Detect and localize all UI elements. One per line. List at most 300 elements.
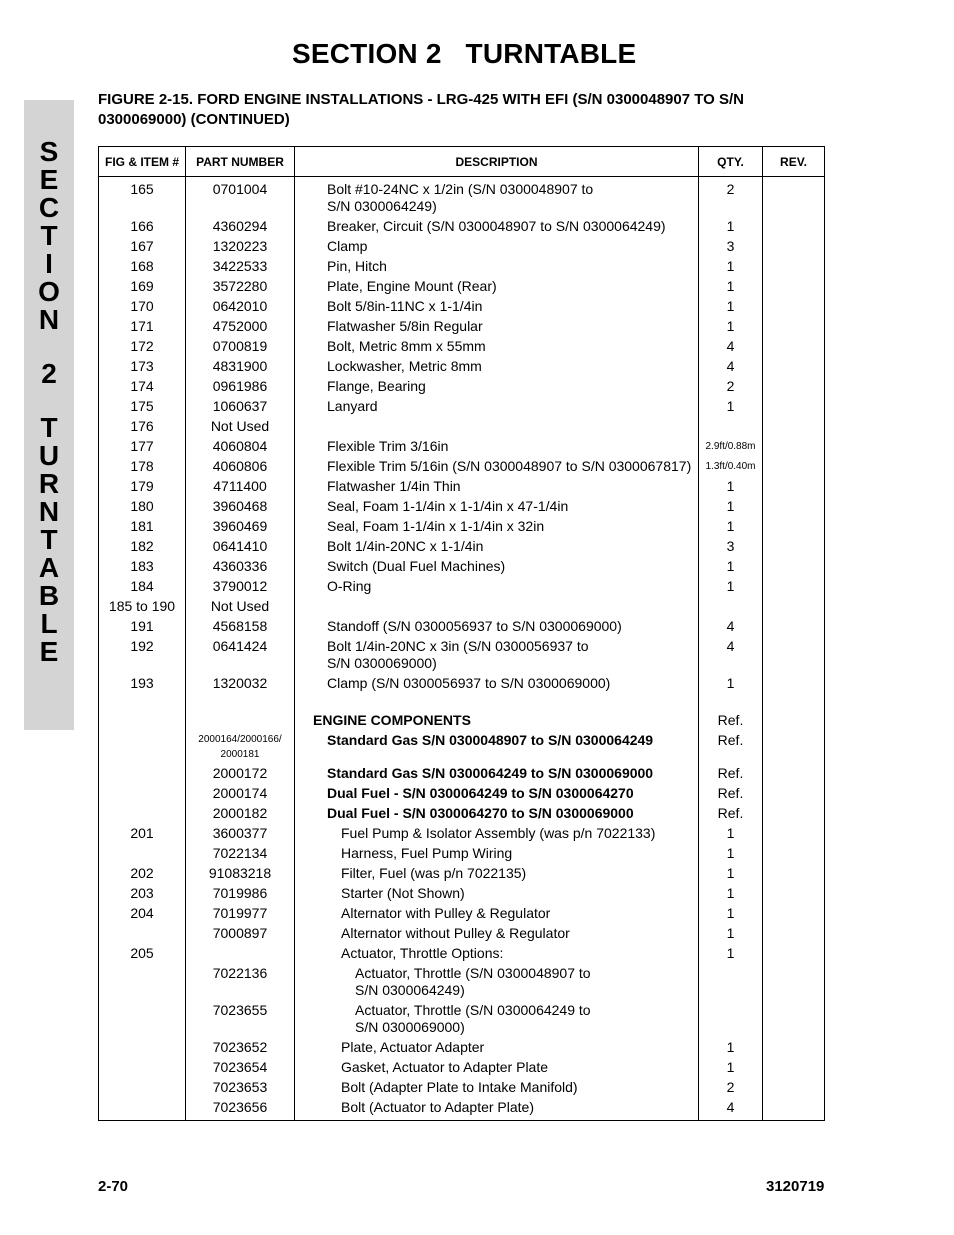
part-number-text: 3790012: [212, 578, 268, 594]
description-text-line2: S/N 0300069000): [327, 655, 437, 671]
section-title: SECTION 2 TURNTABLE: [292, 38, 637, 69]
cell-item: [99, 1037, 186, 1057]
cell-part-number: [186, 276, 295, 296]
cell-description: [295, 236, 699, 256]
cell-part-number: [186, 536, 295, 556]
cell-qty: 1: [699, 476, 763, 496]
cell-item: 203: [99, 883, 186, 903]
part-number-text: 4568158: [212, 618, 268, 634]
cell-part-number: [186, 456, 295, 476]
cell-qty: 1: [699, 863, 763, 883]
table-row: [99, 763, 825, 783]
cell-qty: 3: [699, 236, 763, 256]
parts-table-body: [99, 177, 825, 1121]
cell-part-number: [186, 673, 295, 693]
cell-description: [295, 673, 699, 693]
cell-qty: 1: [699, 943, 763, 963]
cell-qty: 1: [699, 396, 763, 416]
cell-description: [295, 296, 699, 316]
cell-rev: [763, 256, 825, 276]
cell-rev: [763, 316, 825, 336]
table-row: [99, 296, 825, 316]
part-number-text: 3960469: [212, 518, 268, 534]
cell-rev: [763, 636, 825, 673]
cell-qty: 1: [699, 576, 763, 596]
part-number-text-line2: 2000181: [220, 749, 260, 760]
side-tab-letter: C: [38, 192, 60, 223]
cell-qty: 1: [699, 903, 763, 923]
cell-qty: 1.3ft/0.40m: [699, 456, 763, 476]
cell-part-number: [186, 1037, 295, 1057]
part-number-text: 3572280: [212, 278, 268, 294]
table-row: [99, 1077, 825, 1097]
table-row: [99, 673, 825, 693]
header-fig-item: FIG & ITEM #: [99, 147, 186, 177]
cell-item: [99, 963, 186, 1000]
part-number-text: 2000174: [212, 785, 268, 801]
table-row: [99, 396, 825, 416]
part-number-text: 4060806: [212, 458, 268, 474]
side-tab-letter: O: [38, 276, 60, 307]
cell-rev: [763, 336, 825, 356]
cell-rev: [763, 783, 825, 803]
cell-part-number: [186, 556, 295, 576]
cell-description: [295, 216, 699, 236]
cell-qty: 4: [699, 336, 763, 356]
part-number-text: 3422533: [212, 258, 268, 274]
description-text: O-Ring: [327, 578, 372, 594]
description-text: Bolt 1/4in-20NC x 1-1/4in: [327, 538, 484, 554]
cell-qty: Ref.: [699, 783, 763, 803]
spacer-cell: [699, 693, 763, 710]
table-row: [99, 730, 825, 763]
description-text: Bolt 5/8in-11NC x 1-1/4in: [327, 298, 483, 314]
description-text: Dual Fuel - S/N 0300064270 to S/N 0300069000: [327, 805, 634, 821]
table-row: [99, 963, 825, 1000]
cell-rev: [763, 710, 825, 730]
table-row: [99, 216, 825, 236]
part-number-text: 7023653: [212, 1079, 268, 1095]
cell-part-number: [186, 843, 295, 863]
cell-description: [295, 456, 699, 476]
table-row: [99, 823, 825, 843]
part-number-text: Not Used: [210, 418, 270, 434]
side-tab-letter: E: [39, 636, 59, 667]
part-number-text: 0700819: [212, 338, 268, 354]
side-tab-letter: R: [38, 468, 60, 499]
cell-qty: 1: [699, 296, 763, 316]
cell-item: [99, 843, 186, 863]
part-number-text: 4831900: [212, 358, 268, 374]
cell-part-number: [186, 516, 295, 536]
cell-description: [295, 576, 699, 596]
part-number-text: 7023652: [212, 1039, 268, 1055]
cell-rev: [763, 576, 825, 596]
cell-item: 185 to 190: [99, 596, 186, 616]
cell-description: [295, 1037, 699, 1057]
cell-rev: [763, 863, 825, 883]
side-tab-letter: I: [45, 248, 53, 279]
cell-part-number: [186, 763, 295, 783]
cell-rev: [763, 1037, 825, 1057]
description-text: Clamp (S/N 0300056937 to S/N 0300069000): [327, 675, 611, 691]
side-tab-letter: N: [38, 304, 60, 335]
description-text: Actuator, Throttle (S/N 0300048907 to: [355, 965, 591, 981]
cell-item: 184: [99, 576, 186, 596]
cell-item: [99, 730, 186, 763]
description-text: Lanyard: [327, 398, 378, 414]
cell-description: [295, 803, 699, 823]
cell-item: 180: [99, 496, 186, 516]
cell-description: [295, 177, 699, 217]
cell-item: 179: [99, 476, 186, 496]
description-text: Filter, Fuel (was p/n 7022135): [341, 865, 527, 881]
cell-description: [295, 903, 699, 923]
cell-part-number: [186, 476, 295, 496]
cell-rev: [763, 596, 825, 616]
cell-rev: [763, 803, 825, 823]
cell-item: 192: [99, 636, 186, 673]
description-text: Flange, Bearing: [327, 378, 426, 394]
cell-description: [295, 963, 699, 1000]
cell-description: [295, 536, 699, 556]
cell-item: [99, 1000, 186, 1037]
cell-description: [295, 336, 699, 356]
cell-qty: [699, 416, 763, 436]
cell-part-number: [186, 356, 295, 376]
table-row: [99, 456, 825, 476]
cell-part-number: [186, 576, 295, 596]
table-row: [99, 556, 825, 576]
cell-description: [295, 416, 699, 436]
table-row: [99, 536, 825, 556]
cell-part-number: [186, 903, 295, 923]
part-number-text: 1320223: [212, 238, 268, 254]
table-row: [99, 1037, 825, 1057]
cell-qty: 1: [699, 276, 763, 296]
cell-item: 171: [99, 316, 186, 336]
cell-qty: 1: [699, 556, 763, 576]
cell-description: [295, 616, 699, 636]
cell-item: 166: [99, 216, 186, 236]
cell-qty: 1: [699, 256, 763, 276]
table-row: [99, 710, 825, 730]
table-row: [99, 276, 825, 296]
cell-qty: 2: [699, 376, 763, 396]
table-row: [99, 693, 825, 710]
cell-description: [295, 1097, 699, 1121]
part-number-text: 4060804: [212, 438, 268, 454]
cell-qty: 1: [699, 216, 763, 236]
cell-description: [295, 556, 699, 576]
cell-description: [295, 1077, 699, 1097]
cell-qty: Ref.: [699, 763, 763, 783]
cell-part-number: [186, 596, 295, 616]
description-text: Plate, Actuator Adapter: [341, 1039, 485, 1055]
cell-description: [295, 1057, 699, 1077]
part-number-text: 3960468: [212, 498, 268, 514]
description-text: Bolt (Actuator to Adapter Plate): [341, 1099, 534, 1115]
table-row: [99, 1097, 825, 1121]
part-number-text: 7023655: [212, 1002, 268, 1018]
table-row: [99, 496, 825, 516]
cell-rev: [763, 356, 825, 376]
side-tab-letter: L: [40, 608, 58, 639]
cell-qty: 1: [699, 1037, 763, 1057]
part-number-text: 0961986: [212, 378, 268, 394]
cell-item: 170: [99, 296, 186, 316]
cell-description: [295, 763, 699, 783]
side-tab-letter: 2: [41, 358, 57, 389]
cell-rev: [763, 376, 825, 396]
cell-item: 205: [99, 943, 186, 963]
cell-qty: 1: [699, 923, 763, 943]
table-row: [99, 416, 825, 436]
cell-item: [99, 923, 186, 943]
part-number-text: 0701004: [212, 181, 268, 197]
cell-item: 175: [99, 396, 186, 416]
cell-description: [295, 823, 699, 843]
cell-qty: 2.9ft/0.88m: [699, 436, 763, 456]
cell-description: [295, 596, 699, 616]
cell-item: 178: [99, 456, 186, 476]
cell-part-number: [186, 496, 295, 516]
cell-part-number: [186, 943, 295, 963]
cell-rev: [763, 673, 825, 693]
cell-rev: [763, 396, 825, 416]
cell-item: 181: [99, 516, 186, 536]
cell-item: [99, 1077, 186, 1097]
cell-part-number: [186, 963, 295, 1000]
cell-rev: [763, 177, 825, 217]
description-text-line2: S/N 0300069000): [355, 1019, 465, 1035]
part-number-text: 7022134: [212, 845, 268, 861]
cell-part-number: [186, 1057, 295, 1077]
cell-part-number: [186, 616, 295, 636]
cell-qty: Ref.: [699, 803, 763, 823]
cell-qty: 1: [699, 516, 763, 536]
cell-part-number: [186, 216, 295, 236]
table-row: [99, 923, 825, 943]
cell-part-number: [186, 636, 295, 673]
description-text: Plate, Engine Mount (Rear): [327, 278, 497, 294]
part-number-text: 2000164/2000166/: [198, 734, 282, 745]
cell-rev: [763, 276, 825, 296]
cell-rev: [763, 1097, 825, 1121]
part-number-text: Not Used: [210, 598, 270, 614]
description-text: Starter (Not Shown): [341, 885, 465, 901]
cell-item: [99, 803, 186, 823]
side-tab-letter: T: [40, 524, 58, 555]
cell-description: [295, 710, 699, 730]
cell-part-number: [186, 296, 295, 316]
cell-description: [295, 256, 699, 276]
cell-rev: [763, 823, 825, 843]
cell-qty: [699, 596, 763, 616]
cell-part-number: [186, 336, 295, 356]
cell-qty: [699, 1000, 763, 1037]
cell-description: [295, 923, 699, 943]
cell-item: 176: [99, 416, 186, 436]
cell-description: [295, 356, 699, 376]
cell-qty: 2: [699, 1077, 763, 1097]
cell-rev: [763, 1057, 825, 1077]
part-number-text: 1060637: [212, 398, 268, 414]
description-text: Breaker, Circuit (S/N 0300048907 to S/N 0300064249): [327, 218, 666, 234]
cell-item: 202: [99, 863, 186, 883]
page-number: 2-70: [98, 1178, 129, 1195]
table-row: [99, 1057, 825, 1077]
table-row: [99, 943, 825, 963]
side-tab-letter: E: [39, 164, 59, 195]
part-number-text: 1320032: [212, 675, 268, 691]
description-text: Actuator, Throttle Options:: [341, 945, 504, 961]
cell-qty: 4: [699, 636, 763, 673]
cell-rev: [763, 536, 825, 556]
header-rev: REV.: [763, 147, 825, 177]
part-number-text: 4360336: [212, 558, 268, 574]
cell-part-number: [186, 316, 295, 336]
cell-qty: 1: [699, 316, 763, 336]
cell-qty: 2: [699, 177, 763, 217]
document-number: 3120719: [766, 1178, 825, 1195]
cell-qty: 1: [699, 883, 763, 903]
side-tab-letter: T: [40, 412, 58, 443]
cell-rev: [763, 436, 825, 456]
part-number-text: 7023656: [212, 1099, 268, 1115]
description-text: Gasket, Actuator to Adapter Plate: [341, 1059, 549, 1075]
description-text: Alternator without Pulley & Regulator: [341, 925, 570, 941]
cell-rev: [763, 496, 825, 516]
description-text: Standoff (S/N 0300056937 to S/N 0300069000): [327, 618, 622, 634]
cell-description: [295, 276, 699, 296]
cell-rev: [763, 903, 825, 923]
description-text: Dual Fuel - S/N 0300064249 to S/N 0300064270: [327, 785, 634, 801]
cell-rev: [763, 883, 825, 903]
cell-qty: 4: [699, 616, 763, 636]
cell-qty: Ref.: [699, 710, 763, 730]
cell-description: [295, 783, 699, 803]
cell-item: 183: [99, 556, 186, 576]
description-text: Bolt #10-24NC x 1/2in (S/N 0300048907 to: [327, 181, 594, 197]
part-number-text: 0642010: [212, 298, 268, 314]
table-row: [99, 336, 825, 356]
description-text: Flatwasher 5/8in Regular: [327, 318, 483, 334]
cell-qty: 4: [699, 1097, 763, 1121]
description-text-line2: S/N 0300064249): [355, 982, 465, 998]
cell-qty: 4: [699, 356, 763, 376]
table-row: [99, 596, 825, 616]
cell-rev: [763, 216, 825, 236]
side-tab-letter: N: [38, 496, 60, 527]
cell-item: 173: [99, 356, 186, 376]
table-row: [99, 516, 825, 536]
description-text: Fuel Pump & Isolator Assembly (was p/n 7022133): [341, 825, 656, 841]
cell-qty: Ref.: [699, 730, 763, 763]
description-text: Pin, Hitch: [327, 258, 387, 274]
table-row: [99, 616, 825, 636]
cell-part-number: [186, 1000, 295, 1037]
table-row: [99, 903, 825, 923]
cell-qty: 3: [699, 536, 763, 556]
cell-rev: [763, 943, 825, 963]
header-part-number: PART NUMBER: [186, 147, 295, 177]
cell-part-number: [186, 436, 295, 456]
cell-description: [295, 516, 699, 536]
cell-item: [99, 710, 186, 730]
cell-part-number: [186, 783, 295, 803]
cell-part-number: [186, 376, 295, 396]
cell-qty: [699, 963, 763, 1000]
description-text-line2: S/N 0300064249): [327, 198, 437, 214]
header-description: DESCRIPTION: [295, 147, 699, 177]
table-row: [99, 636, 825, 673]
cell-part-number: [186, 1097, 295, 1121]
cell-qty: 1: [699, 673, 763, 693]
description-text: Harness, Fuel Pump Wiring: [341, 845, 513, 861]
description-text: ENGINE COMPONENTS: [313, 712, 471, 728]
cell-item: [99, 1057, 186, 1077]
description-text: Actuator, Throttle (S/N 0300064249 to: [355, 1002, 591, 1018]
description-text: Bolt, Metric 8mm x 55mm: [327, 338, 486, 354]
description-text: Bolt (Adapter Plate to Intake Manifold): [341, 1079, 578, 1095]
parts-table: [98, 146, 825, 1121]
cell-part-number: [186, 416, 295, 436]
description-text: Standard Gas S/N 0300048907 to S/N 0300064249: [327, 732, 654, 748]
description-text: Bolt 1/4in-20NC x 3in (S/N 0300056937 to: [327, 638, 589, 654]
part-number-text: 2000182: [212, 805, 268, 821]
cell-part-number: [186, 396, 295, 416]
cell-qty: 1: [699, 823, 763, 843]
table-row: [99, 863, 825, 883]
cell-part-number: [186, 710, 295, 730]
cell-item: 191: [99, 616, 186, 636]
table-row: [99, 316, 825, 336]
description-text: Standard Gas S/N 0300064249 to S/N 0300069000: [327, 765, 654, 781]
cell-rev: [763, 763, 825, 783]
spacer-cell: [763, 693, 825, 710]
cell-item: 204: [99, 903, 186, 923]
cell-item: [99, 763, 186, 783]
cell-description: [295, 1000, 699, 1037]
part-number-text: 4752000: [212, 318, 268, 334]
description-text: Lockwasher, Metric 8mm: [327, 358, 482, 374]
cell-description: [295, 496, 699, 516]
part-number-text: 3600377: [212, 825, 268, 841]
part-number-text: 7019977: [212, 905, 268, 921]
cell-description: [295, 396, 699, 416]
part-number-text: 4711400: [213, 478, 267, 494]
table-row: [99, 476, 825, 496]
table-row: [99, 436, 825, 456]
cell-part-number: [186, 883, 295, 903]
spacer-cell: [186, 693, 295, 710]
cell-description: [295, 730, 699, 763]
description-text: Flatwasher 1/4in Thin: [327, 478, 461, 494]
cell-rev: [763, 1077, 825, 1097]
cell-item: 167: [99, 236, 186, 256]
cell-item: 174: [99, 376, 186, 396]
cell-description: [295, 436, 699, 456]
cell-rev: [763, 236, 825, 256]
side-tab-letter: T: [40, 220, 58, 251]
cell-rev: [763, 516, 825, 536]
cell-rev: [763, 616, 825, 636]
table-row: [99, 356, 825, 376]
spacer-cell: [295, 693, 699, 710]
description-text: Seal, Foam 1-1/4in x 1-1/4in x 32in: [327, 518, 545, 534]
cell-part-number: [186, 863, 295, 883]
